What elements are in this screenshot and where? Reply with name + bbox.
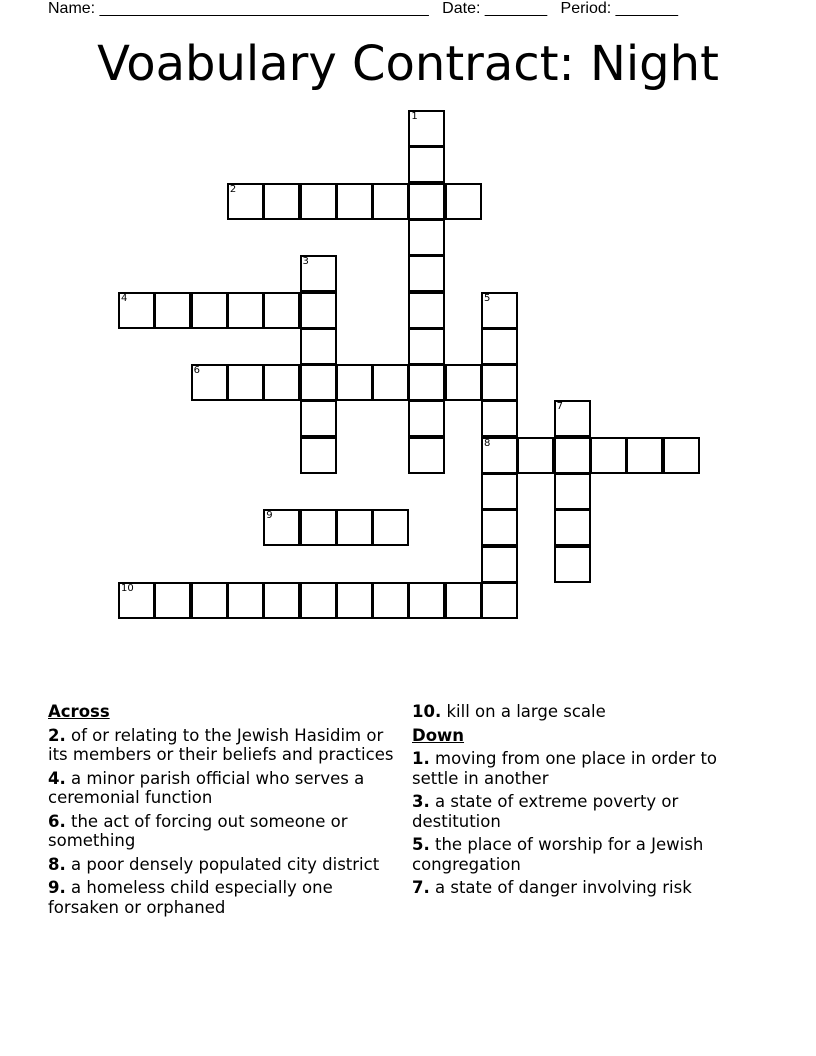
grid-cell[interactable]	[336, 509, 373, 546]
clue-number: 2.	[48, 725, 66, 745]
page-title: Voabulary Contract: Night	[97, 36, 719, 92]
grid-cell[interactable]	[263, 509, 300, 546]
grid-cell[interactable]	[445, 364, 482, 401]
grid-cell[interactable]	[300, 183, 337, 220]
grid-cell[interactable]	[191, 582, 228, 619]
grid-cell[interactable]	[663, 437, 700, 474]
cell-number: 8	[484, 437, 491, 449]
clue-text: a poor densely populated city district	[71, 854, 380, 874]
grid-cell[interactable]	[263, 582, 300, 619]
clue-number: 4.	[48, 768, 66, 788]
grid-cell[interactable]	[408, 582, 445, 619]
grid-cell[interactable]	[408, 364, 445, 401]
clue-text: the place of worship for a Jewish congregation	[412, 835, 704, 874]
cell-number: 9	[266, 510, 273, 522]
clue-number: 3.	[412, 792, 430, 811]
clue-number: 6.	[48, 811, 66, 831]
grid-cell[interactable]	[372, 183, 409, 220]
grid-cell[interactable]	[408, 183, 445, 220]
grid-cell[interactable]	[408, 255, 445, 292]
grid-cell[interactable]	[481, 437, 518, 474]
grid-cell[interactable]	[300, 328, 337, 365]
clue-down-7	[412, 878, 764, 898]
grid-cell[interactable]	[300, 582, 337, 619]
grid-cell[interactable]	[554, 437, 591, 474]
date-label: Date:	[442, 0, 481, 17]
grid-cell[interactable]	[408, 110, 445, 147]
clue-number: 5.	[412, 835, 430, 854]
grid-cell[interactable]	[408, 146, 445, 183]
grid-cell[interactable]	[263, 364, 300, 401]
cell-number: 6	[193, 365, 200, 377]
grid-cell[interactable]	[590, 437, 627, 474]
cell-number: 2	[229, 183, 237, 195]
cell-number: 3	[302, 256, 309, 268]
clue-text: a homeless child especially one forsaken or orphaned	[48, 878, 333, 917]
grid-cell[interactable]	[191, 292, 228, 329]
grid-cell[interactable]	[191, 364, 228, 401]
grid-cell[interactable]	[554, 546, 591, 583]
grid-cell[interactable]	[300, 509, 337, 546]
period-blank[interactable]: _______	[615, 0, 678, 17]
grid-cell[interactable]	[227, 364, 264, 401]
cell-number: 5	[484, 292, 491, 304]
grid-cell[interactable]	[481, 509, 518, 546]
cell-number: 1	[411, 111, 418, 122]
grid-cell[interactable]	[118, 582, 155, 619]
grid-cell[interactable]	[300, 255, 337, 292]
grid-cell[interactable]	[408, 400, 445, 437]
grid-cell[interactable]	[517, 437, 554, 474]
grid-cell[interactable]	[481, 292, 518, 329]
clue-text: kill on a large scale	[446, 702, 606, 721]
grid-cell[interactable]	[336, 582, 373, 619]
down-clues	[412, 702, 764, 902]
grid-cell[interactable]	[481, 473, 518, 510]
grid-cell[interactable]	[554, 473, 591, 510]
period-label: Period:	[560, 0, 612, 17]
across-heading: Across	[48, 702, 110, 721]
clue-across-2	[48, 726, 400, 765]
clue-text: of or relating to the Jewish Hasidim or its members or their beliefs and practices	[48, 725, 394, 764]
grid-cell[interactable]	[481, 400, 518, 437]
grid-cell[interactable]	[408, 219, 445, 256]
grid-cell[interactable]	[227, 292, 264, 329]
clue-down-5	[412, 835, 764, 874]
grid-cell[interactable]	[481, 546, 518, 583]
grid-cell[interactable]	[300, 364, 337, 401]
clue-across-8	[48, 855, 400, 875]
grid-cell[interactable]	[445, 582, 482, 619]
grid-cell[interactable]	[554, 509, 591, 546]
cell-number: 10	[121, 582, 134, 594]
cell-number: 7	[556, 401, 563, 413]
grid-cell[interactable]	[626, 437, 663, 474]
clue-across-9	[48, 878, 400, 917]
grid-cell[interactable]	[154, 582, 191, 619]
grid-cell[interactable]	[263, 183, 300, 220]
grid-cell[interactable]	[300, 400, 337, 437]
grid-cell[interactable]	[336, 183, 373, 220]
clue-number: 10.	[412, 702, 442, 721]
name-label: Name:	[48, 0, 96, 17]
clue-number: 1.	[412, 749, 430, 768]
grid-cell[interactable]	[154, 292, 191, 329]
grid-cell[interactable]	[227, 582, 264, 619]
clue-text: the act of forcing out someone or something	[48, 811, 348, 850]
grid-cell[interactable]	[481, 328, 518, 365]
grid-cell[interactable]	[408, 328, 445, 365]
grid-cell[interactable]	[445, 183, 482, 220]
grid-cell[interactable]	[118, 292, 155, 329]
clue-text: a state of extreme poverty or destitution	[412, 792, 679, 831]
date-blank[interactable]: _______	[484, 0, 548, 17]
clue-down-3	[412, 792, 764, 831]
grid-cell[interactable]	[300, 437, 337, 474]
grid-cell[interactable]	[481, 582, 518, 619]
grid-cell[interactable]	[554, 400, 591, 437]
across-clues	[48, 702, 400, 921]
grid-cell[interactable]	[372, 364, 409, 401]
down-heading: Down	[412, 725, 465, 745]
grid-cell[interactable]	[481, 364, 518, 401]
name-blank[interactable]: _____________________________________	[99, 0, 429, 17]
grid-cell[interactable]	[408, 292, 445, 329]
clue-across-4	[48, 769, 400, 808]
clue-across-6	[48, 812, 400, 851]
grid-cell[interactable]	[227, 183, 264, 220]
grid-cell[interactable]	[372, 582, 409, 619]
clue-text: moving from one place in order to settle in another	[412, 749, 718, 788]
clue-text: a minor parish official who serves a ceremonial function	[48, 768, 365, 807]
clue-down-1	[412, 749, 764, 788]
clue-number: 9.	[48, 878, 66, 897]
clue-text: a state of danger involving risk	[435, 878, 692, 897]
cell-number: 4	[121, 292, 128, 304]
clue-number: 7.	[412, 878, 430, 897]
grid-cell[interactable]	[408, 437, 445, 474]
clue-number: 8.	[48, 854, 66, 874]
grid-cell[interactable]	[263, 292, 300, 329]
grid-cell[interactable]	[300, 292, 337, 329]
clue-across-10	[412, 702, 764, 722]
grid-cell[interactable]	[372, 509, 409, 546]
grid-cell[interactable]	[336, 364, 373, 401]
